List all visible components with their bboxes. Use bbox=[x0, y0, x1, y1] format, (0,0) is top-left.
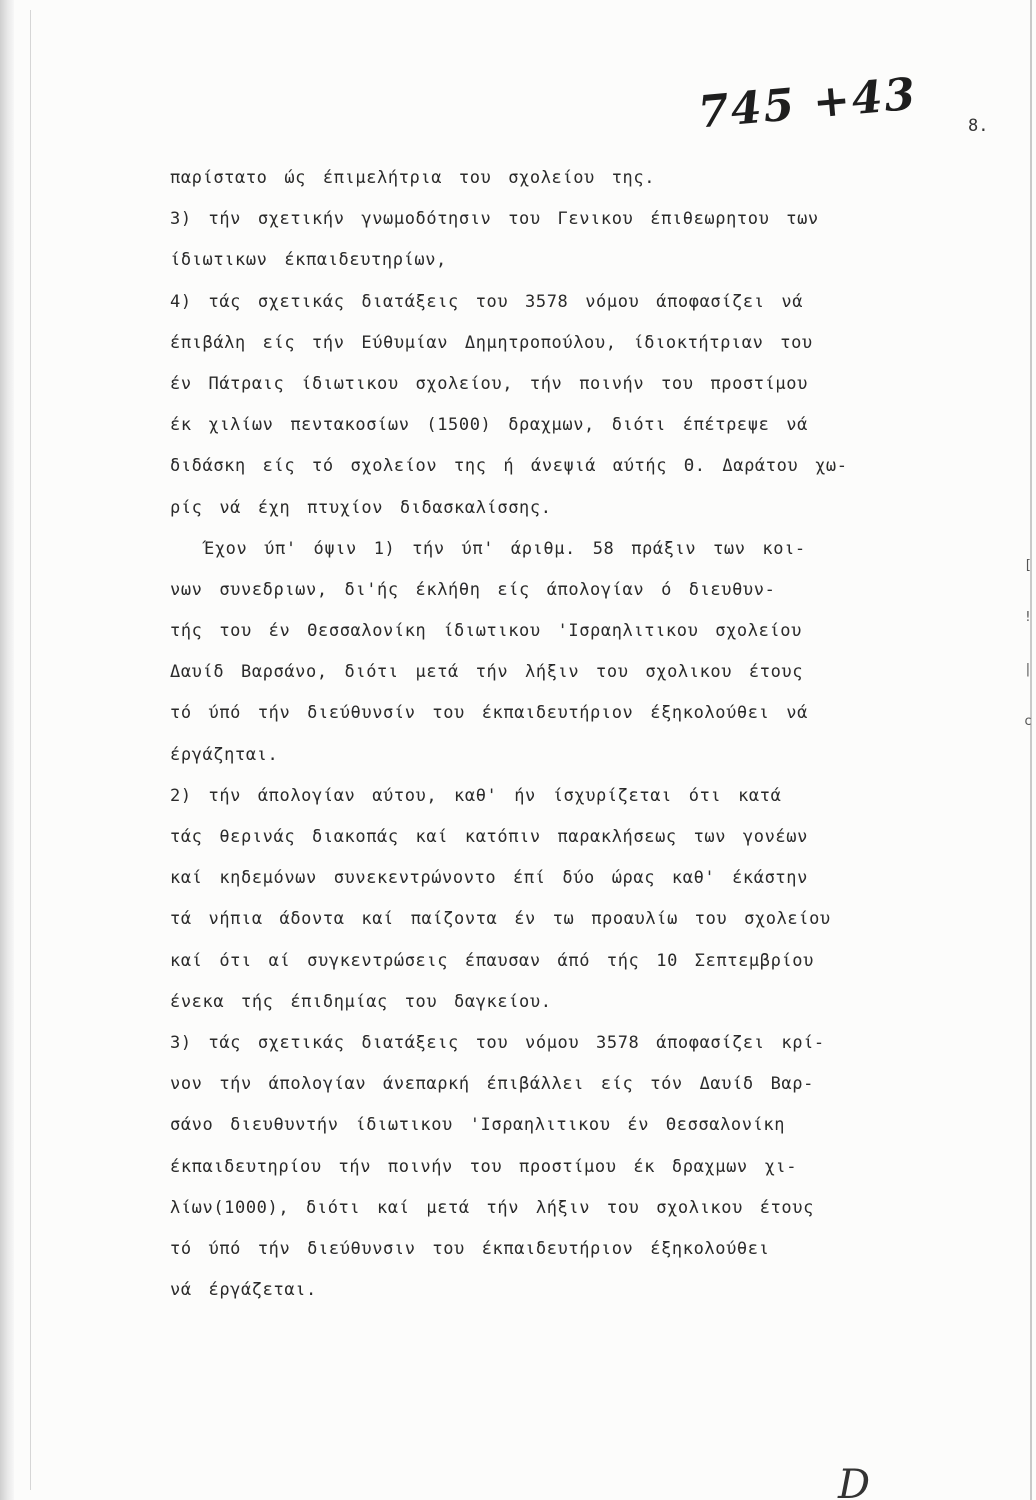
text-line: ίδιωτικων έκπαιδευτηρίων, bbox=[170, 250, 447, 271]
text-line: 3) τάς σχετικάς διατάξεις του νόμου 3578 άποφασίζει κρί- bbox=[170, 1032, 825, 1053]
scan-binding-edge bbox=[0, 0, 14, 1500]
text-line: παρίστατο ώς έπιμελήτρια του σχολείου της. bbox=[170, 168, 656, 188]
text-line: τό ύπό τήν διεύθυνσιν του έκπαιδευτήριον έξηκολούθει bbox=[170, 1238, 770, 1259]
text-line: τό ύπό τήν διεύθυνσίν του έκπαιδευτήριον έξηκολούθει νά bbox=[170, 703, 808, 724]
text-line: καί ότι αί συγκεντρώσεις έπαυσαν άπό τής 10 Σεπτεμβρίου bbox=[170, 950, 814, 971]
typewritten-body bbox=[170, 158, 1030, 1311]
text-line: 3) τήν σχετικήν γνωμοδότησιν του Γενικου έπιθεωρητου των bbox=[170, 209, 819, 230]
text-line: έκ χιλίων πεντακοσίων (1500) δραχμων, διότι έπέτρεψε νά bbox=[170, 415, 808, 436]
text-line: νά έργάζεται. bbox=[170, 1280, 317, 1301]
text-line: ένεκα τής έπιδημίας του δαγκείου. bbox=[170, 991, 552, 1012]
margin-mark: [ bbox=[1024, 558, 1032, 573]
text-line: νον τήν άπολογίαν άνεπαρκή έπιβάλλει είς τόν Δαυίδ Βαρ- bbox=[170, 1074, 814, 1095]
text-line: 4) τάς σχετικάς διατάξεις του 3578 νόμου άποφασίζει νά bbox=[170, 291, 804, 312]
text-line: έν Πάτραις ίδιωτικου σχολείου, τήν ποινήν του προστίμου bbox=[170, 373, 808, 394]
text-line: έργάζηται. bbox=[170, 744, 279, 765]
text-line: τής του έν Θεσσαλονίκη ίδιωτικου 'Ισραηλιτικου σχολείου bbox=[170, 621, 802, 642]
margin-mark: c bbox=[1024, 714, 1032, 729]
text-line: Έχον ύπ' όψιν 1) τήν ύπ' άριθμ. 58 πράξιν των κοι- bbox=[204, 538, 806, 559]
text-line: καί κηδεμόνων συνεκεντρώνοντο έπί δύο ώρας καθ' έκάστην bbox=[170, 868, 808, 889]
left-margin-rule bbox=[30, 10, 31, 1490]
text-line: λίων(1000), διότι καί μετά τήν λήξιν του σχολικου έτους bbox=[170, 1197, 814, 1218]
text-line: σάνο διευθυντήν ίδιωτικου 'Ισραηλιτικου έν Θεσσαλονίκη bbox=[170, 1115, 786, 1136]
text-line: Δαυίδ Βαρσάνο, διότι μετά τήν λήξιν του σχολικου έτους bbox=[170, 662, 804, 683]
text-line: τάς θερινάς διακοπάς καί κατόπιν παρακλήσεως των γονέων bbox=[170, 827, 808, 847]
text-line: έπιβάλη είς τήν Εύθυμίαν Δημητροπούλου, ίδιοκτήτριαν του bbox=[170, 332, 813, 353]
handwritten-folio-number: 745 +43 bbox=[696, 68, 920, 139]
handwritten-bottom-mark: D bbox=[838, 1462, 871, 1500]
margin-mark: ! bbox=[1024, 610, 1032, 625]
page-number: 8. bbox=[968, 116, 989, 136]
right-page-edge bbox=[1030, 0, 1032, 1500]
text-line: ρίς νά έχη πτυχίον διδασκαλίσσης. bbox=[170, 497, 552, 518]
text-line: διδάσκη είς τό σχολείον της ή άνεψιά αύτής Θ. Δαράτου χω- bbox=[170, 456, 848, 477]
margin-mark: | bbox=[1024, 662, 1032, 677]
text-line: 2) τήν άπολογίαν αύτου, καθ' ήν ίσχυρίζεται ότι κατά bbox=[170, 785, 782, 806]
text-line: τά νήπια άδοντα καί παίζοντα έν τω προαυλίω του σχολείου bbox=[170, 909, 831, 930]
text-line: νων συνεδριων, δι'ής έκλήθη είς άπολογίαν ό διευθυν- bbox=[170, 579, 776, 600]
text-line: έκπαιδευτηρίου τήν ποινήν του προστίμου έκ δραχμων χι- bbox=[170, 1156, 798, 1177]
